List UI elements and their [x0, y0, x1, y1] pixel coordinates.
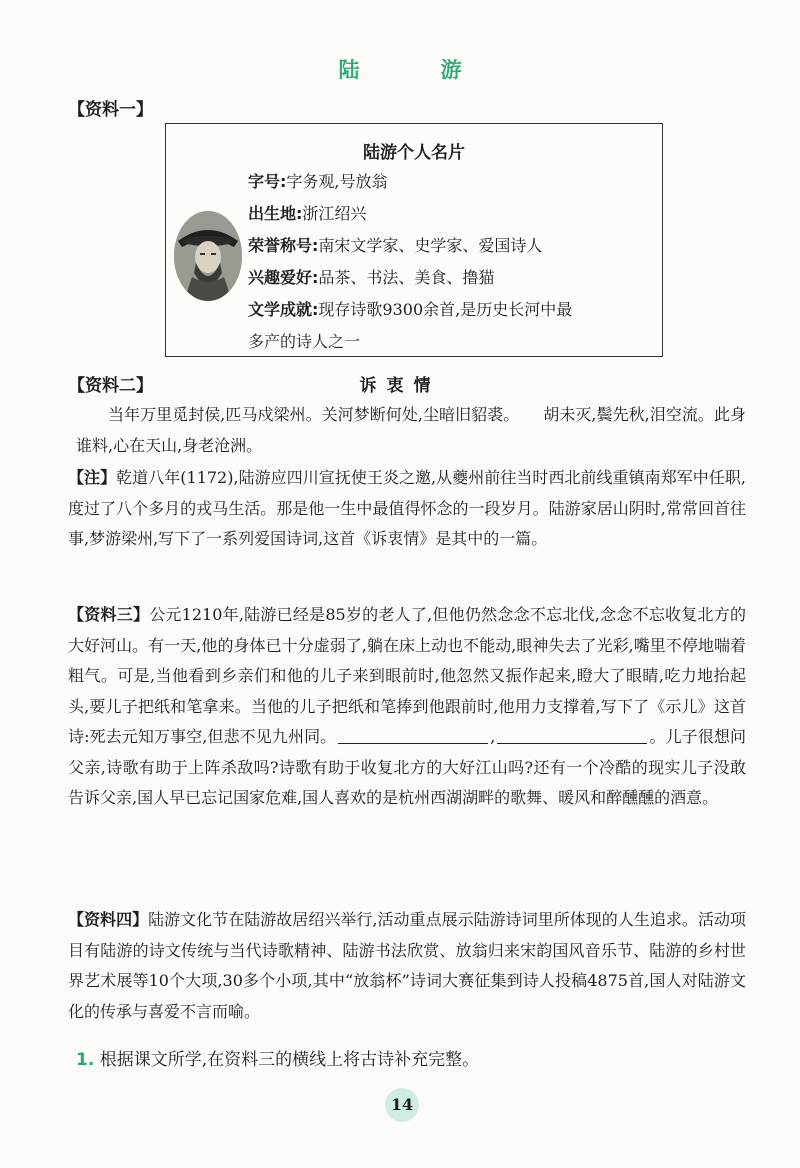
- question-number: 1.: [76, 1050, 95, 1070]
- card-key: 兴趣爱好:: [248, 268, 319, 287]
- card-line: [248, 198, 653, 230]
- separator: 。: [649, 727, 666, 746]
- material-3-text: 公元1210年,陆游已经是85岁的老人了,但他仍然念念不忘北伐,念念不忘收复北方的大好河山。有一天,他的身体已十分虚弱了,躺在床上动也不能动,眼神失去了光彩,嘴里不停地喘着粗气。可是,当他看到乡亲们和他的儿子来到眼前时,他忽然又振作起来,瞪大了眼睛,吃力地抬起头,要儿子把纸和笔拿来。当他的儿子把纸和笔捧到他跟前时,他用力支撑着,写下了《示儿》这首诗:死去元知万事空,但悲不见九州同。: [68, 605, 746, 746]
- material-3-text-after: 儿子很想问父亲,诗歌有助于上阵杀敌吗?诗歌有助于收复北方的大好江山吗?还有一个冷酷的现实儿子没敢告诉父亲,国人早已忘记国家危难,国人喜欢的是杭州西湖湖畔的歌舞、暖风和醉醺醺的酒意。: [68, 727, 746, 807]
- material-4-paragraph: [68, 905, 746, 1027]
- card-value: 品茶、书法、美食、撸猫: [318, 268, 495, 287]
- card-key: 荣誉称号:: [248, 236, 319, 255]
- page-number: 14: [385, 1088, 419, 1122]
- question-1: [76, 1046, 479, 1074]
- note-paragraph: [68, 463, 746, 555]
- profile-card: [165, 123, 663, 357]
- separator: ,: [490, 727, 496, 746]
- portrait-icon: [174, 211, 242, 301]
- card-line: [248, 166, 653, 198]
- portrait-image: [174, 211, 242, 301]
- page-title: 陆 游: [338, 58, 492, 82]
- card-key: 文学成就:: [248, 300, 319, 319]
- card-line: [248, 262, 653, 294]
- card-line: [248, 294, 653, 326]
- card-key: 字号:: [248, 172, 287, 191]
- material-1-label: 【资料一】: [68, 100, 153, 120]
- answer-blank-2[interactable]: [497, 725, 647, 744]
- material-3-paragraph: [68, 600, 746, 814]
- material-3-label: 【资料三】: [68, 605, 150, 624]
- note-label: 【注】: [68, 468, 117, 487]
- card-title: 陆游个人名片: [363, 143, 465, 163]
- answer-blank-1[interactable]: [338, 725, 488, 744]
- material-4-text: 陆游文化节在陆游故居绍兴举行,活动重点展示陆游诗词里所体现的人生追求。活动项目有陆游的诗文传统与当代诗歌精神、陆游书法欣赏、放翁归来宋韵国风音乐节、陆游的乡村世界艺术展等10个大项,30多个小项,其中“放翁杯”诗词大赛征集到诗人投稿4875首,国人对陆游文化的传承与喜爱不言而喻。: [68, 910, 746, 1021]
- poem-title: 诉衷情: [359, 376, 441, 396]
- card-key: 出生地:: [248, 204, 303, 223]
- card-value: 多产的诗人之一: [248, 332, 361, 351]
- card-line: [248, 326, 653, 358]
- poem-text: 当年万里觅封侯,匹马戍梁州。关河梦断何处,尘暗旧貂裘。 胡未灭,鬓先秋,泪空流。此身谁料,心在天山,身老沧洲。: [76, 405, 746, 455]
- card-value: 浙江绍兴: [302, 204, 367, 223]
- card-value: 南宋文学家、史学家、爱国诗人: [318, 236, 543, 255]
- question-text: 根据课文所学,在资料三的横线上将古诗补充完整。: [99, 1050, 480, 1070]
- material-4-label: 【资料四】: [68, 910, 149, 929]
- note-text: 乾道八年(1172),陆游应四川宣抚使王炎之邀,从夔州前往当时西北前线重镇南郑军中任职,度过了八个多月的戎马生活。那是他一生中最值得怀念的一段岁月。陆游家居山阴时,常常回首往事,梦游梁州,写下了一系列爱国诗词,这首《诉衷情》是其中的一篇。: [68, 468, 746, 548]
- card-lines: [248, 166, 653, 358]
- card-value: 现存诗歌9300余首,是历史长河中最: [318, 300, 573, 319]
- card-line: [248, 230, 653, 262]
- material-2-label: 【资料二】: [68, 376, 153, 396]
- card-value: 字务观,号放翁: [286, 172, 388, 191]
